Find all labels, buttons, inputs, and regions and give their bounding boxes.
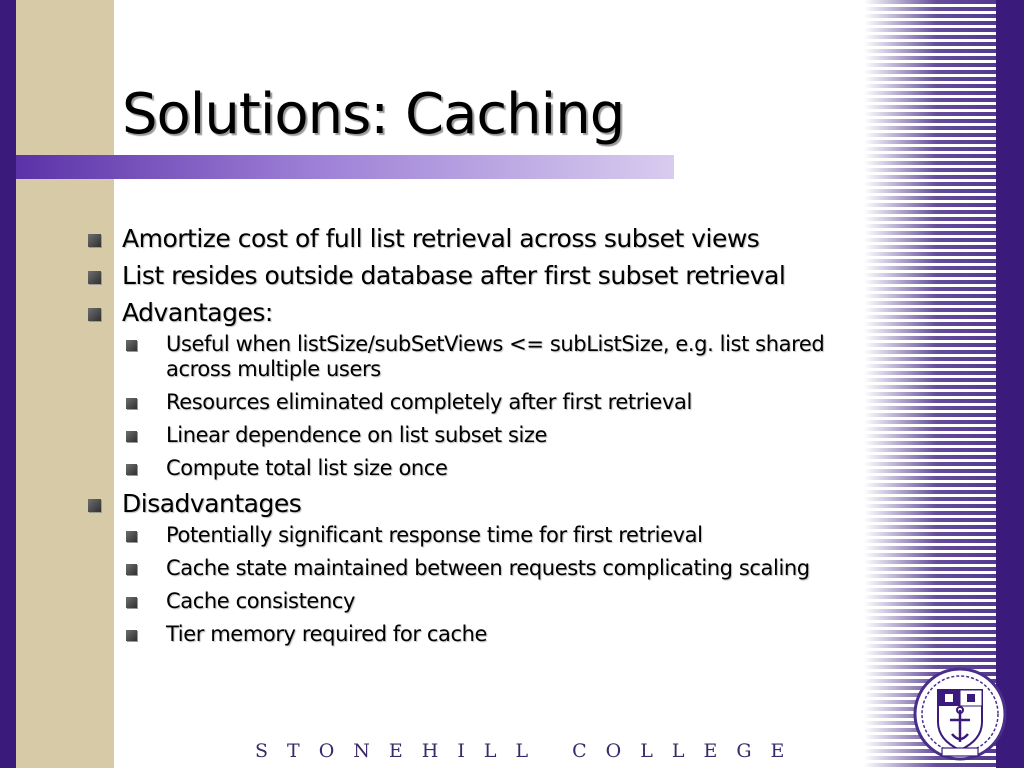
square-bullet-icon (126, 564, 137, 575)
square-bullet-icon (126, 531, 137, 542)
sub-bullet-item (128, 456, 884, 481)
sub-bullet-text: Linear dependence on list subset size (166, 423, 548, 447)
sub-bullet-item (128, 423, 884, 448)
square-bullet-icon (126, 464, 137, 475)
footer-college-name: STONEHILL COLLEGE (255, 740, 804, 762)
advantages-sub-list (128, 332, 884, 481)
square-bullet-icon (88, 308, 101, 321)
bullet-text: List resides outside database after first subset retrieval (122, 261, 786, 290)
sub-bullet-text: Potentially significant response time for first retrieval (166, 523, 703, 547)
bullet-list (84, 224, 884, 647)
left-accent-strip (0, 0, 16, 768)
square-bullet-icon (126, 597, 137, 608)
square-bullet-icon (126, 398, 137, 409)
bullet-text: Advantages: (122, 298, 273, 327)
sub-bullet-text: Cache consistency (166, 589, 356, 613)
sub-bullet-item (128, 556, 884, 581)
bullet-item-disadvantages (84, 489, 884, 647)
square-bullet-icon (88, 271, 101, 284)
sub-bullet-item (128, 589, 884, 614)
bullet-item-list-resides (84, 261, 884, 291)
square-bullet-icon (126, 340, 137, 351)
bullet-item-amortize (84, 224, 884, 254)
square-bullet-icon (126, 431, 137, 442)
sub-bullet-text: Compute total list size once (166, 456, 448, 480)
bullet-text: Amortize cost of full list retrieval across subset views (122, 224, 760, 253)
square-bullet-icon (126, 630, 137, 641)
slide-title: Solutions: Caching (122, 82, 625, 147)
bullet-text: Disadvantages (122, 489, 302, 518)
square-bullet-icon (88, 499, 101, 512)
title-underline-bar (16, 155, 674, 179)
sub-bullet-text: Useful when listSize/subSetViews <= subListSize, e.g. list shared across multiple users (166, 332, 825, 381)
sub-bullet-item (128, 332, 884, 382)
sub-bullet-item (128, 390, 884, 415)
sub-bullet-item (128, 523, 884, 548)
sub-bullet-text: Resources eliminated completely after first retrieval (166, 390, 692, 414)
sub-bullet-text: Cache state maintained between requests complicating scaling (166, 556, 810, 580)
slide-content (84, 224, 884, 655)
sub-bullet-item (128, 622, 884, 647)
right-accent-strip (996, 0, 1024, 768)
college-seal-icon (912, 664, 1008, 764)
bullet-item-advantages (84, 298, 884, 481)
disadvantages-sub-list (128, 523, 884, 647)
sub-bullet-text: Tier memory required for cache (166, 622, 488, 646)
square-bullet-icon (88, 234, 101, 247)
